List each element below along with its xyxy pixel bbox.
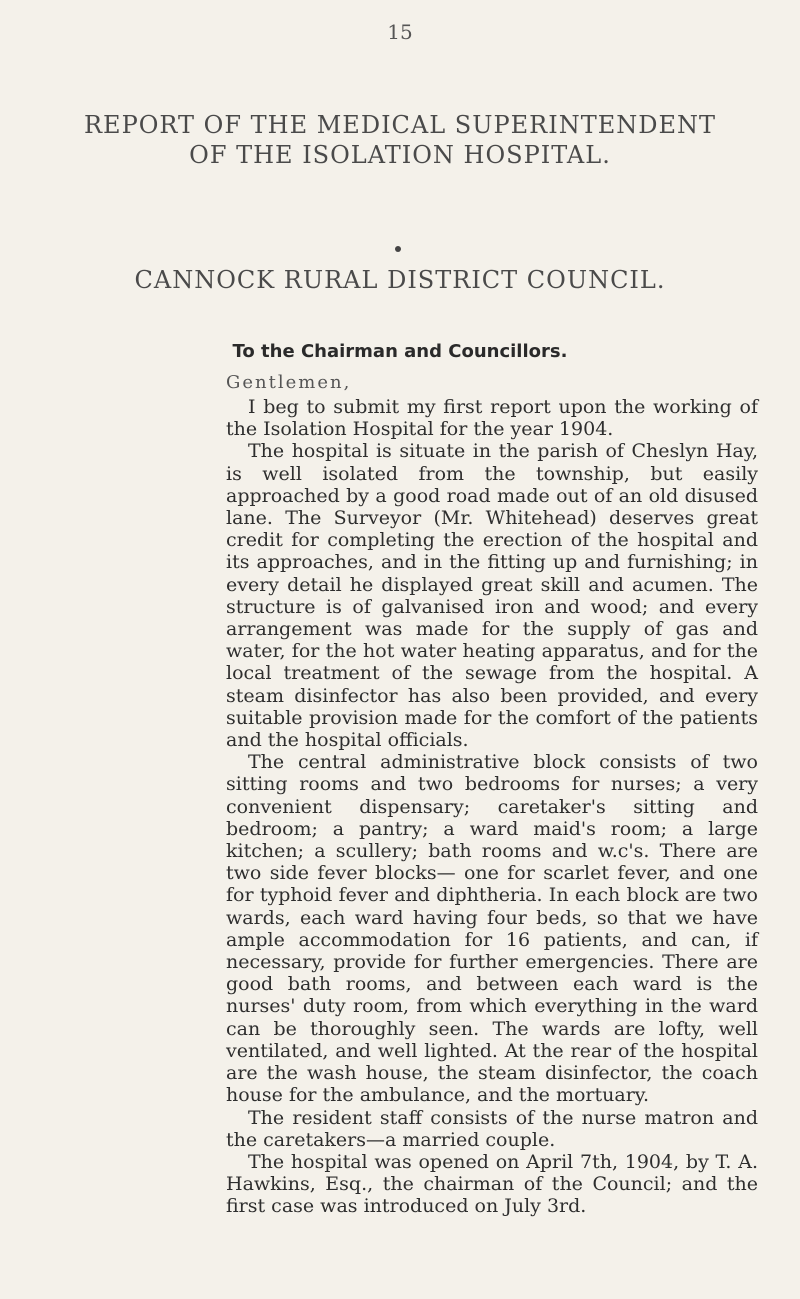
paragraph: I beg to submit my first report upon the working of the Isolation Hospital for the year 1904. [226, 396, 758, 441]
page-number: 15 [387, 20, 413, 44]
report-body [226, 396, 758, 1218]
divider-dot [395, 246, 401, 252]
council-heading: CANNOCK RURAL DISTRICT COUNCIL. [134, 266, 666, 294]
salutation: Gentlemen, [226, 372, 352, 393]
paragraph: The hospital is situate in the parish of Cheslyn Hay, is well isolated from the township, but easily approached by a good road made out of an old disused lane. The Surveyor (Mr. Whitehead) deserves great credit for completing the erection of the hospital and its approaches, and in the fitting up and furnishing; in every detail he displayed great skill and acumen. The structure is of galvanised iron and wood; and every arrangement was made for the supply of gas and water, for the hot water heating apparatus, and for the local treatment of the sewage from the hospital. A steam disinfector has also been provided, and every suitable provision made for the comfort of the patients and the hospital officials. [226, 440, 758, 752]
paragraph: The resident staff consists of the nurse matron and the caretakers—a married couple. [226, 1106, 758, 1151]
report-title [0, 110, 800, 170]
report-title-line-2: OF THE ISOLATION HOSPITAL. [189, 141, 611, 169]
report-title-line-1: REPORT OF THE MEDICAL SUPERINTENDENT [83, 111, 716, 139]
paragraph: The hospital was opened on April 7th, 1904, by T. A. Hawkins, Esq., the chairman of the Council; and the first case was introduced on July 3rd. [226, 1150, 758, 1218]
addressee-heading: To the Chairman and Councillors. [232, 341, 568, 362]
paragraph: The central administrative block consists of two sitting rooms and two bedrooms for nurses; a very convenient dispensary; caretaker's sitting and bedroom; a pantry; a ward maid's room; a large kitchen; a scullery; bath rooms and w.c's. There are two side fever blocks— one for scarlet fever, and one for typhoid fever and diphtheria. In each block are two wards, each ward having four beds, so that we have ample accommodation for 16 patients, and can, if necessary, provide for further emergencies. There are good bath rooms, and between each ward is the nurses' duty room, from which everything in the ward can be thoroughly seen. The wards are lofty, well ventilated, and well lighted. At the rear of the hospital are the wash house, the steam disinfector, the coach house for the ambulance, and the mortuary. [226, 751, 758, 1107]
